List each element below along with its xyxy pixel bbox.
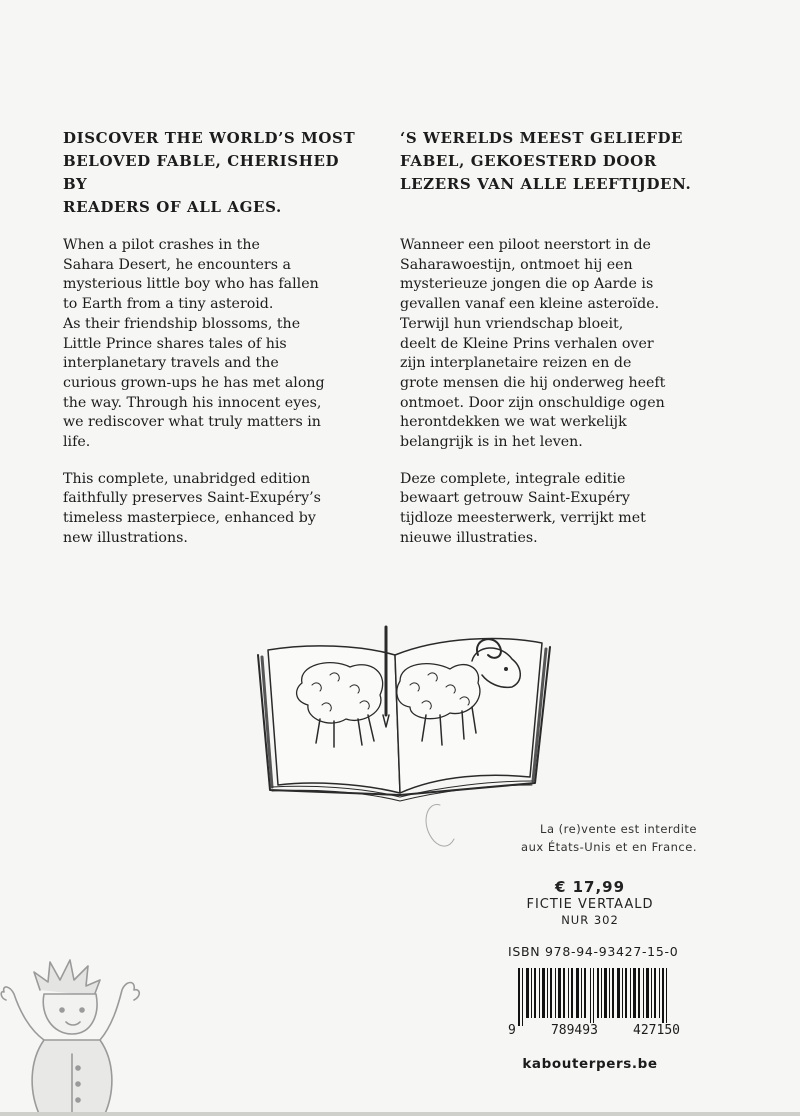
barcode-first-digit: 9 [508, 1023, 516, 1038]
english-headline: DISCOVER THE WORLD’S MOST BELOVED FABLE, CHERISHED BY READERS OF ALL AGES. [63, 129, 356, 216]
page-bottom-edge [0, 1112, 800, 1116]
dutch-column [400, 127, 710, 566]
open-book-sheep-illustration [250, 615, 560, 855]
dutch-paragraph-2: Deze complete, integrale editie bewaart getrouw Saint-Exupéry tijdloze meesterwerk, verrijkt met nieuwe illustraties. [400, 470, 646, 546]
barcode-left-group: 789493 [550, 1023, 598, 1038]
price: € 17,99 [554, 878, 626, 896]
barcode-digits [506, 1023, 682, 1038]
english-paragraph-2: This complete, unabridged edition faithfully preserves Saint-Exupéry’s timeless masterpiece, enhanced by new illustrations. [63, 470, 321, 546]
english-paragraph-1: When a pilot crashes in the Sahara Desert, he encounters a mysterious little boy who has fallen to Earth from a tiny asteroid. As their friendship blossoms, the Little Prince shares tales of his interplanetary travels and the curious grown-ups he has met along the way. Through his innocent eyes, we rediscover what truly matters in life. [63, 237, 325, 451]
price-block [500, 878, 680, 927]
nur-code: NUR 302 [561, 913, 619, 927]
resale-notice-line-2: aux États-Unis et en France. [521, 840, 697, 854]
resale-notice [521, 820, 697, 856]
little-prince-illustration [0, 950, 145, 1116]
dutch-paragraph-1: Wanneer een piloot neerstort in de Saharawoestijn, ontmoet hij een mysterieuze jongen die op Aarde is gevallen vanaf een kleine asteroïde. Terwijl hun vriendschap bloeit, deelt de Kleine Prins verhalen over zijn interplanetaire reizen en de grote mensen die hij onderweg heeft ontmoet. Door zijn onschuldige ogen herontdekken we wat werkelijk belangrijk is in het leven. [400, 237, 666, 451]
english-column [63, 127, 363, 566]
dutch-headline: ‘S WERELDS MEEST GELIEFDE FABEL, GEKOESTERD DOOR LEZERS VAN ALLE LEEFTIJDEN. [400, 129, 692, 193]
resale-notice-line-1: La (re)vente est interdite [540, 822, 697, 836]
barcode-right-group: 427150 [633, 1023, 680, 1038]
isbn: ISBN 978-94-93427-15-0 [508, 944, 679, 959]
genre-label: FICTIE VERTAALD [526, 897, 654, 912]
barcode [508, 968, 678, 1026]
publisher-url: kabouterpers.be [522, 1056, 658, 1072]
